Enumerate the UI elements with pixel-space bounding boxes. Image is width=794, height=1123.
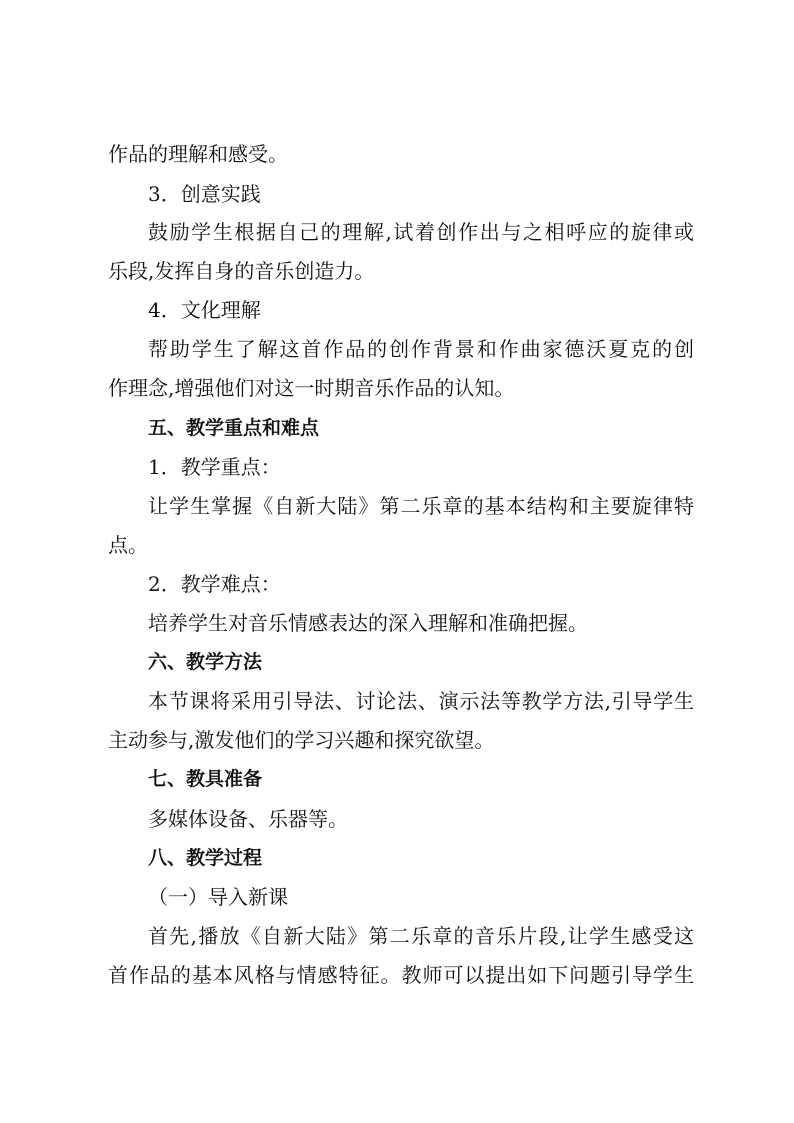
paragraph-line: 作品的理解和感受。 (108, 142, 288, 166)
paragraph-line: 本节课将采用引导法、讨论法、演示法等教学方法,引导学生 (148, 689, 694, 713)
subheading: （一）导入新课 (148, 885, 288, 909)
paragraph-line: 乐段,发挥自身的音乐创造力。 (108, 259, 375, 283)
paragraph-line: 首先,播放《自新大陆》第二乐章的音乐片段,让学生感受这 (148, 924, 694, 948)
paragraph-line: 让学生掌握《自新大陆》第二乐章的基本结构和主要旋律特 (148, 494, 694, 518)
subheading: 4．文化理解 (148, 298, 261, 322)
section-heading: 六、教学方法 (148, 651, 263, 673)
section-heading: 五、教学重点和难点 (148, 417, 320, 439)
paragraph-line: 点。 (108, 533, 148, 557)
paragraph-line: 首作品的基本风格与情感特征。教师可以提出如下问题引导学生 (108, 963, 694, 987)
section-heading: 七、教具准备 (148, 768, 263, 790)
paragraph-line: 作理念,增强他们对这一时期音乐作品的认知。 (108, 376, 515, 400)
paragraph-line: 帮助学生了解这首作品的创作背景和作曲家德沃夏克的创 (148, 337, 694, 361)
subheading: 2．教学难点： (148, 572, 281, 596)
paragraph-line: 鼓励学生根据自己的理解,试着创作出与之相呼应的旋律或 (148, 220, 694, 244)
paragraph-line: 培养学生对音乐情感表达的深入理解和准确把握。 (148, 611, 588, 635)
subheading: 1．教学重点： (148, 455, 281, 479)
paragraph-line: 主动参与,激发他们的学习兴趣和探究欲望。 (108, 728, 495, 752)
subheading: 3．创意实践 (148, 182, 261, 206)
section-heading: 八、教学过程 (148, 847, 263, 869)
paragraph-line: 多媒体设备、乐器等。 (148, 807, 348, 831)
